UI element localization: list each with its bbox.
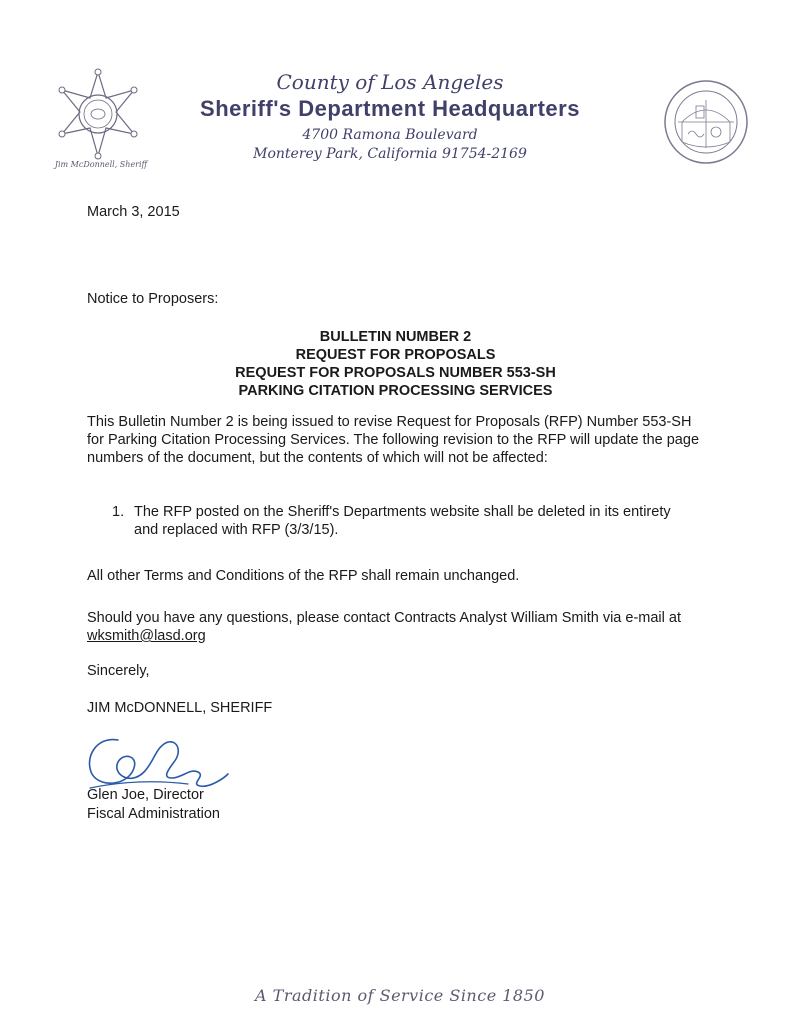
list-item-text: The RFP posted on the Sheriff's Departments website shall be deleted in its entirety and replaced with RFP (3/3/15). <box>134 504 671 538</box>
letter-date: March 3, 2015 <box>87 204 180 220</box>
contact-email-link[interactable]: wksmith@lasd.org <box>87 628 206 644</box>
department-name: Sheriff's Department Headquarters <box>200 96 580 121</box>
list-item <box>112 503 682 539</box>
signer-name: Glen Joe, Director <box>87 787 204 803</box>
sheriff-name: JIM McDONNELL, SHERIFF <box>87 700 273 716</box>
intro-paragraph: This Bulletin Number 2 is being issued to revise Request for Proposals (RFP) Number 553-SH for Parking Citation Processing Services. The following revision to the RFP will update the page numbers of the document, but the contents of which will not be affected: <box>87 414 700 466</box>
heading-line: REQUEST FOR PROPOSALS NUMBER 553-SH <box>235 365 556 381</box>
heading-line: PARKING CITATION PROCESSING SERVICES <box>238 383 553 399</box>
street-address: 4700 Ramona Boulevard <box>302 127 478 143</box>
signer-title: Fiscal Administration <box>87 806 220 822</box>
salutation: Notice to Proposers: <box>87 291 219 307</box>
sheriff-signature-line: Jim McDonnell, Sheriff <box>54 160 148 169</box>
sheriff-star-badge <box>48 66 148 166</box>
bulletin-heading <box>87 328 704 400</box>
city-address: Monterey Park, California 91754-2169 <box>253 146 527 162</box>
county-seal <box>662 78 750 166</box>
list-item-number: 1. <box>112 504 125 520</box>
heading-line: BULLETIN NUMBER 2 <box>319 329 472 345</box>
terms-paragraph: All other Terms and Conditions of the RFP shall remain unchanged. <box>87 568 520 584</box>
heading-line: REQUEST FOR PROPOSALS <box>295 347 496 363</box>
questions-paragraph <box>87 609 707 645</box>
questions-text: Should you have any questions, please contact Contracts Analyst William Smith via e-mail at <box>87 610 681 626</box>
county-name: County of Los Angeles <box>276 70 504 94</box>
closing: Sincerely, <box>87 663 150 679</box>
footer-motto: A Tradition of Service Since 1850 <box>255 986 545 1005</box>
